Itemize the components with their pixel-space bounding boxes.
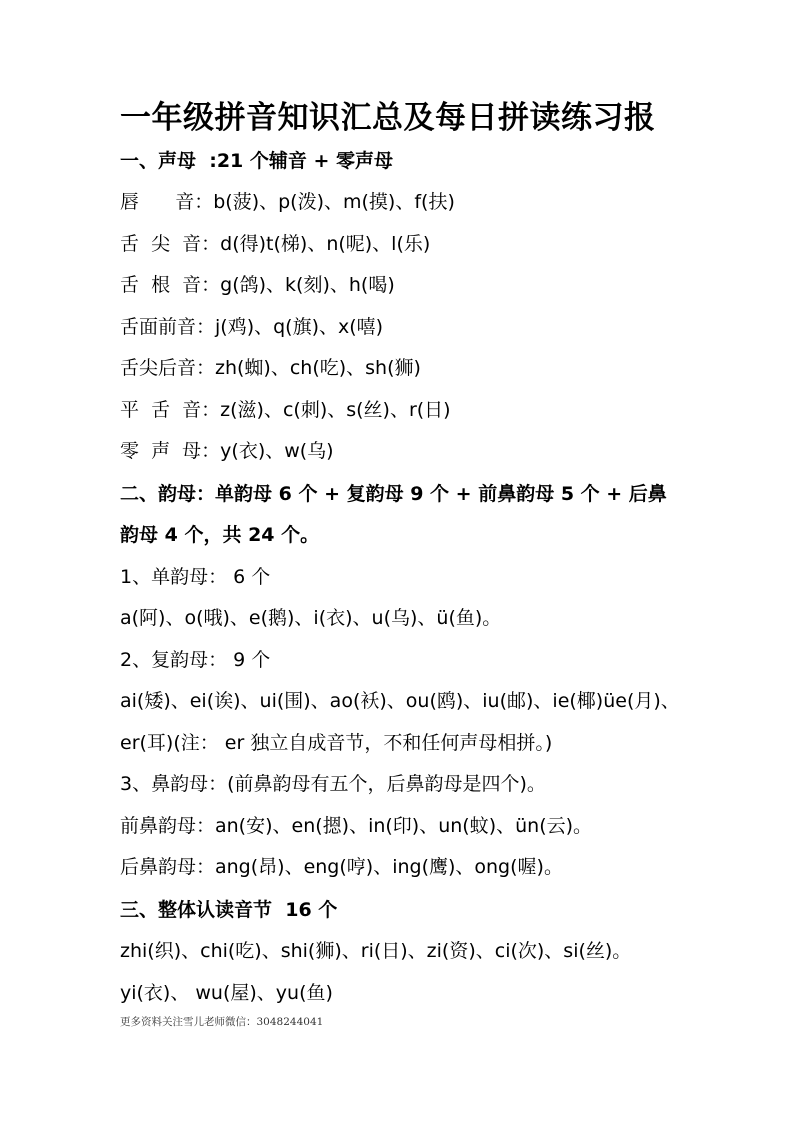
initials-row-flat-tongue: 平 舌 音：z(滋)、c(刺)、s(丝)、r(日): [120, 399, 451, 421]
finals-single-label: 1、单韵母： 6 个: [120, 566, 271, 588]
initials-row-tongue-root: 舌 根 音：g(鸽)、k(刻)、h(喝): [120, 274, 395, 296]
initials-row-lips: 唇 音：b(菠)、p(泼)、m(摸)、f(扶): [120, 191, 455, 213]
initials-row-tongue-tip: 舌 尖 音：d(得)t(梯)、n(呢)、l(乐): [120, 233, 431, 255]
page-title: 一年级拼音知识汇总及每日拼读练习报: [120, 100, 656, 136]
footer-note: 更多资料关注雪儿老师微信：3048244041: [120, 1016, 324, 1028]
finals-front-nasal-list: 前鼻韵母：an(安)、en(摁)、in(印)、un(蚊)、ün(云)。: [120, 815, 593, 837]
finals-er-note: er(耳)(注： er 独立自成音节，不和任何声母相拼。): [120, 732, 553, 754]
finals-single-list: a(阿)、o(哦)、e(鹅)、i(衣)、u(乌)、ü(鱼)。: [120, 607, 502, 629]
finals-nasal-label: 3、鼻韵母：(前鼻韵母有五个，后鼻韵母是四个)。: [120, 773, 546, 795]
whole-syllables-row2: yi(衣)、 wu(屋)、yu(鱼): [120, 982, 333, 1004]
finals-back-nasal-list: 后鼻韵母：ang(昂)、eng(哼)、ing(鹰)、ong(喔)。: [120, 856, 563, 878]
section3-heading: 三、整体认读音节 16 个: [120, 899, 338, 921]
finals-compound-list: ai(矮)、ei(诶)、ui(围)、ao(袄)、ou(鸥)、iu(邮)、ie(椰)üe(月)、: [120, 690, 680, 712]
initials-row-retroflex: 舌尖后音：zh(蜘)、ch(吃)、sh(狮): [120, 357, 421, 379]
section2-heading-line1: 二、韵母：单韵母 6 个 + 复韵母 9 个 + 前鼻韵母 5 个 + 后鼻: [120, 483, 667, 505]
whole-syllables-row1: zhi(织)、chi(吃)、shi(狮)、ri(日)、zi(资)、ci(次)、si(丝)。: [120, 940, 632, 962]
initials-row-zero-initial: 零 声 母：y(衣)、w(乌): [120, 440, 334, 462]
section1-heading: 一、声母 :21 个辅音 + 零声母: [120, 150, 394, 172]
section2-heading-line2: 韵母 4 个，共 24 个。: [120, 524, 320, 546]
finals-compound-label: 2、复韵母： 9 个: [120, 649, 271, 671]
initials-row-tongue-front: 舌面前音：j(鸡)、q(旗)、x(嘻): [120, 316, 384, 338]
